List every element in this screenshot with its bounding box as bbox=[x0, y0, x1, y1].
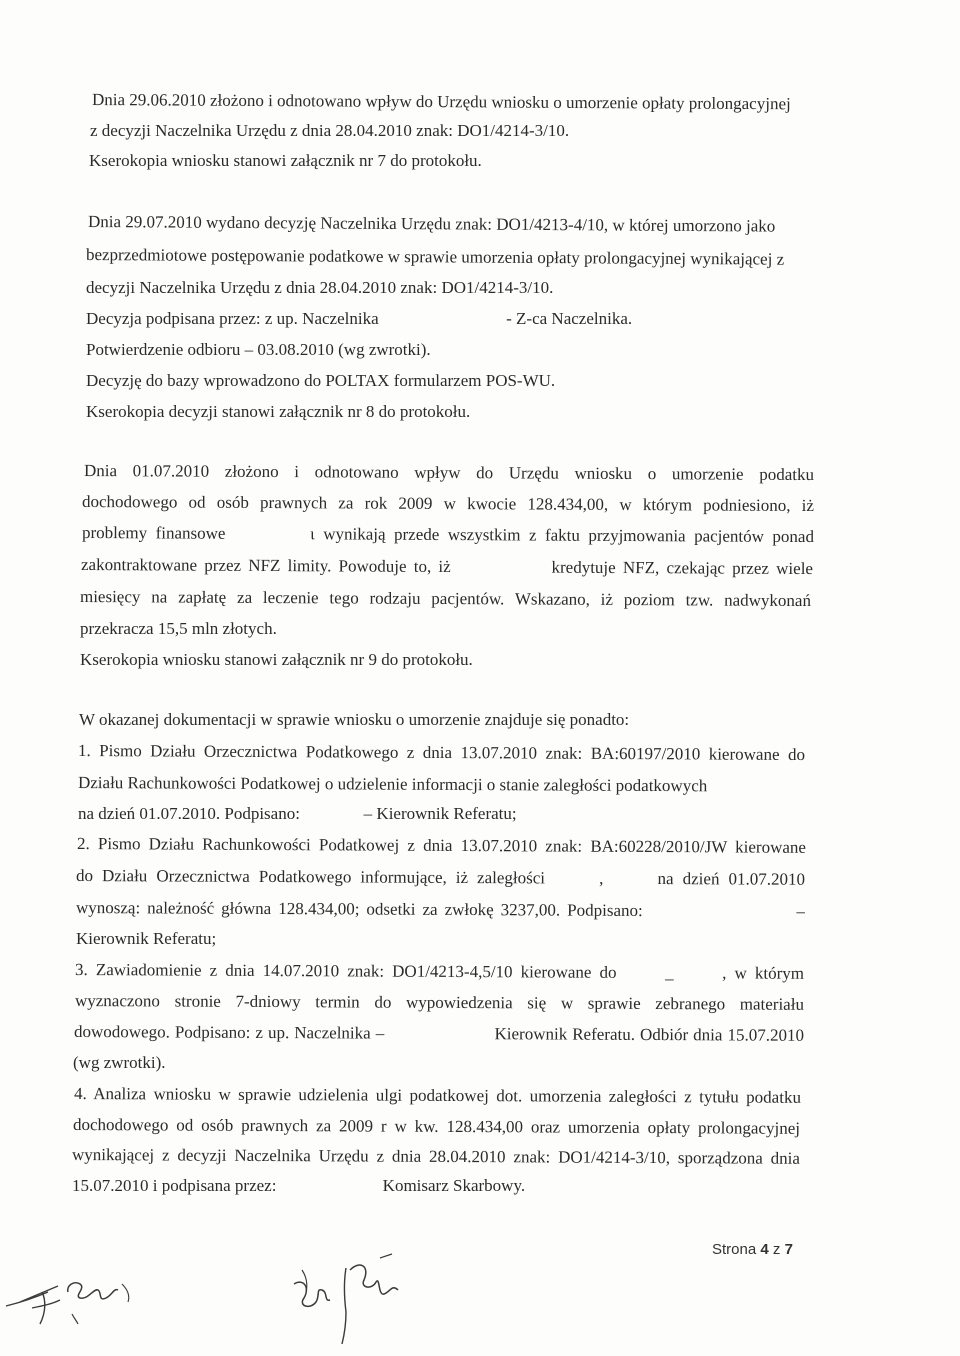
page-separator: z bbox=[768, 1241, 785, 1258]
text-line: bezprzedmiotowe postępowanie podatkowe w sprawie umorzenia opłaty prolongacyjnej wynikającej z bbox=[85, 245, 785, 269]
text-line: Potwierdzenie odbioru – 03.08.2010 (wg zwrotki). bbox=[86, 340, 431, 359]
text-line: W okazanej dokumentacji w sprawie wniosku o umorzenie znajduje się ponadto: bbox=[79, 710, 630, 729]
handwritten-initials-left bbox=[2, 1262, 162, 1342]
text-line: decyzji Naczelnika Urzędu z dnia 28.04.2010 znak: DO1/4214-3/10. bbox=[86, 278, 554, 297]
text-line: Dnia 01.07.2010 złożono i odnotowano wpływ do Urzędu wniosku o umorzenie podatku bbox=[83, 461, 815, 485]
text-line: miesięcy na zapłatę za leczenie tego rodzaju pacjentów. Wskazano, iż poziom tzw. nadwykonań bbox=[79, 587, 812, 611]
text-line: 4. Analiza wniosku w sprawie udzielenia ulgi podatkowej dot. umorzenia zaległości z tytułu podatku bbox=[73, 1084, 802, 1107]
text-line: z decyzji Naczelnika Urzędu z dnia 28.04.2010 znak: DO1/4214-3/10. bbox=[90, 121, 570, 140]
text-line: Działu Rachunkowości Podatkowej o udzielenie informacji o stanie zaległości podatkowych bbox=[77, 773, 708, 796]
text-line: Kserokopia decyzji stanowi załącznik nr 8 do protokołu. bbox=[86, 402, 471, 421]
text-line: wynikającej z decyzji Naczelnika Urzędu z dnia 28.04.2010 znak: DO1/4214-3/10, sporządzona dnia bbox=[71, 1145, 801, 1168]
text-line: wyznaczono stronie 7-dniowy termin do wypowiedzenia się w sprawie zebranego materiału bbox=[74, 991, 805, 1014]
text-line: 2. Pismo Działu Rachunkowości Podatkowej z dnia 13.07.2010 znak: BA:60228/2010/JW kierowane bbox=[76, 834, 807, 857]
text-line: przekracza 15,5 mln złotych. bbox=[80, 619, 277, 638]
text-line: Decyzję do bazy wprowadzono do POLTAX formularzem POS-WU. bbox=[86, 371, 556, 390]
page-prefix: Strona bbox=[712, 1241, 761, 1258]
text-line: problemy finansowe ι wynikają przede wszystkim z faktu przyjmowania pacjentów ponad bbox=[81, 523, 815, 547]
text-line: Decyzja podpisana przez: z up. Naczelnika - Z-ca Naczelnika. bbox=[86, 309, 633, 328]
text-line: Kserokopia wniosku stanowi załącznik nr 9 do protokołu. bbox=[80, 650, 473, 669]
text-line: Kserokopia wniosku stanowi załącznik nr 7 do protokołu. bbox=[89, 151, 482, 170]
text-line: wynoszą: należność główna 128.434,00; odsetki za zwłokę 3237,00. Podpisano: – bbox=[75, 898, 806, 921]
text-line: dowodowego. Podpisano: z up. Naczelnika – Kierownik Referatu. Odbiór dnia 15.07.2010 bbox=[73, 1022, 805, 1045]
text-line: dochodowego od osób prawnych za 2009 r w kw. 128.434,00 oraz umorzenia opłaty prolongacyjnej bbox=[72, 1115, 801, 1138]
text-line: 15.07.2010 i podpisana przez: Komisarz Skarbowy. bbox=[72, 1176, 526, 1195]
text-line: dochodowego od osób prawnych za rok 2009 w kwocie 128.434,00, w którym podniesiono, iż bbox=[81, 492, 815, 516]
handwritten-signature-center bbox=[280, 1240, 440, 1350]
text-line: Dnia 29.06.2010 złożono i odnotowano wpływ do Urzędu wniosku o umorzenie opłaty prolongacyjnej bbox=[91, 90, 791, 114]
page-total: 7 bbox=[784, 1241, 793, 1258]
page-number bbox=[712, 1241, 793, 1258]
text-line: Kierownik Referatu; bbox=[76, 929, 217, 948]
text-line: zakontraktowane przez NFZ limity. Powoduje to, iż kredytuje NFZ, czekając przez wiele bbox=[80, 555, 814, 579]
text-line: 3. Zawiadomienie z dnia 14.07.2010 znak: DO1/4213-4,5/10 kierowane do _ , w którym bbox=[74, 960, 805, 983]
text-line: Dnia 29.07.2010 wydano decyzję Naczelnika Urzędu znak: DO1/4213-4/10, w której umorzono jako bbox=[87, 212, 776, 236]
text-line: na dzień 01.07.2010. Podpisano: – Kierownik Referatu; bbox=[78, 804, 517, 823]
text-line: do Działu Orzecznictwa Podatkowego informujące, iż zaległości , na dzień 01.07.2010 bbox=[75, 866, 806, 889]
text-line: (wg zwrotki). bbox=[73, 1053, 166, 1072]
text-line: 1. Pismo Działu Orzecznictwa Podatkowego z dnia 13.07.2010 znak: BA:60197/2010 kierowane do bbox=[77, 741, 806, 765]
page-current: 4 bbox=[760, 1241, 769, 1258]
